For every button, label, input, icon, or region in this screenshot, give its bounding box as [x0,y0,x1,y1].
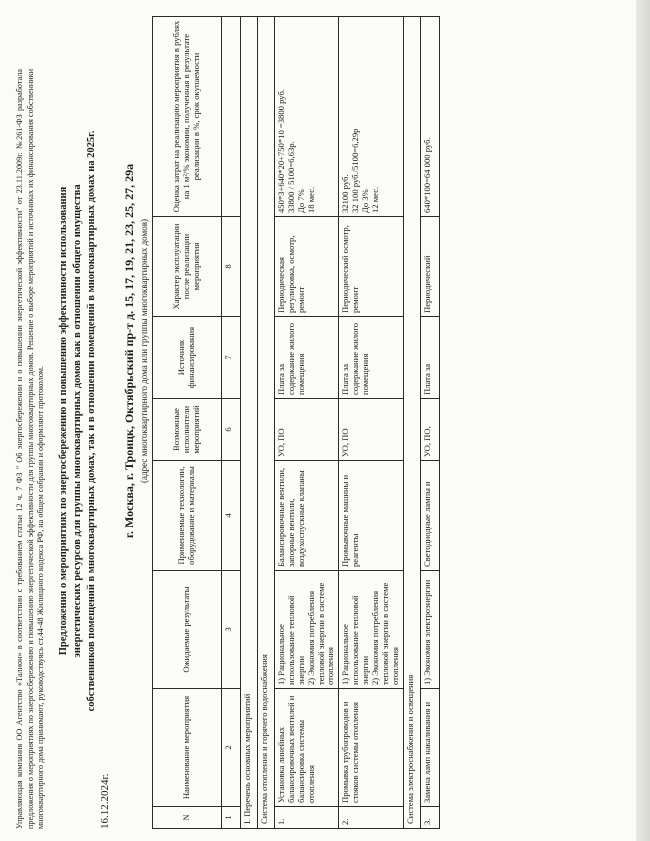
subsection-row [403,17,420,829]
row-number: 2. [339,807,403,829]
section-title: I. Перечень основных мероприятий [241,17,258,829]
funding-source: Плата за [420,317,439,399]
header-cell: Ожидаемые результаты [153,571,222,689]
column-number: 1 [222,807,241,829]
subsection-title: Система электроснабжения и освещения [403,17,420,829]
expected-results: 1) Рациональное использование тепловой энергии 2) Экономия потребления тепловой энергии в системе отопления [275,571,339,689]
header-cell: Характер эксплуатации после реализации мероприятия [153,217,222,317]
executors: УО, ПО [275,399,339,461]
row-number: 1. [275,807,339,829]
column-number-row [222,17,241,829]
column-number: 6 [222,399,241,461]
row-number: 3. [420,807,439,829]
column-number: 7 [222,317,241,399]
executors: УО, ПО [339,399,403,461]
document-date: 16.12.2024г. [99,773,111,829]
subsection-title: Система отопления и горячего водоснабжения [258,17,275,829]
measures-table [152,16,440,829]
header-cell: Источник финансирования [153,317,222,399]
expected-results: 1) Экономия электроэнергии [420,571,439,689]
executors: УО, ПО, [420,399,439,461]
measure-name: Установка линейных балансировочных вентилей и балансировка системы отопления [275,689,339,807]
section-row [241,17,258,829]
column-number: 4 [222,461,241,571]
technologies: Светодиодные лампы и [420,461,439,571]
measure-name: Промывка трубопроводов и стояков системы отопления [339,689,403,807]
column-number [222,17,241,217]
technologies: Балансировочные вентили, запорные вентили, воздухоспускные клапаны [275,461,339,571]
expected-results: 1) Рациональное использование тепловой энергии 2) Экономия потребления тепловой энергии в системе отопления [339,571,403,689]
header-row [153,17,222,829]
building-address: г. Москва, г. Троицк, Октябрьский пр-т д. 15, 17, 19, 21, 23, 25, 27, 29а [122,163,136,539]
column-number: 2 [222,689,241,807]
document-title [57,41,100,801]
rotated-document-page [5,0,645,841]
header-cell: N [153,807,222,829]
column-number: 8 [222,217,241,317]
header-cell: Наименование мероприятия [153,689,222,807]
operation-type: Периодический осмотр, ремонт [339,217,403,317]
measure-name: Замена ламп накаливания и [420,689,439,807]
funding-source: Плата за содержание жилого помещения [339,317,403,399]
cost-estimate: 32100 руб. 32 100 руб./5100=6,29р До 3% 12 мес. [339,17,403,217]
title-line: собственников помещений в многоквартирных домах, так и в отношении помещений в многоквартирных домах на 2025г. [86,130,98,712]
intro-paragraph: Управляющая компания ОО Агентство «Талион» в соответствии с требованием статьи 12 ч. 7 ФЗ " Об энергосбережении и о повышении энергетической эффективности" от 23.11.2009г. №261-ФЗ разработала предложения о мероприятиях по энергосбережению и повышению энергетической эффективности для группы многоквартирных домов. Решение о выборе мероприятий и источниках их финансирования собственники многоквартирного дома принимают, руководствуясь ст.44-48 Жилищного кодекса РФ, на общем собрании и оформляют протоколом. [15,69,46,829]
table-row [420,17,439,829]
subsection-row [258,17,275,829]
cost-estimate: 450*3+640*20+750*10 =3800 руб. 33800 / 5100=6,63р. До 7% 18 мес. [275,17,339,217]
header-cell: Применяемые технологии, оборудование и материалы [153,461,222,571]
operation-type: Периодический [420,217,439,317]
title-line: энергетических ресурсов для группы многоквартирных домов как в отношении общего имущества [72,184,84,658]
header-cell: Оценка затрат на реализацию мероприятия в рублях на 1 м²/% экономии, полученная в результате реализации в %, срок окупаемости [153,17,222,217]
title-line: Предложения о мероприятиях по энергосбережению и повышению эффективности использования [58,186,69,656]
table-row [339,17,403,829]
cost-estimate: 640*100=64 000 руб. [420,17,439,217]
funding-source: Плата за содержание жилого помещения [275,317,339,399]
operation-type: Периодическая регулировка, осмотр, ремонт [275,217,339,317]
column-number: 3 [222,571,241,689]
table-row [275,17,339,829]
technologies: Промывочные машины и реагенты [339,461,403,571]
header-cell: Возможные исполнители мероприятий [153,399,222,461]
address-note: (адрес многоквартирного дома или группы многоквартирных домов) [139,219,149,483]
